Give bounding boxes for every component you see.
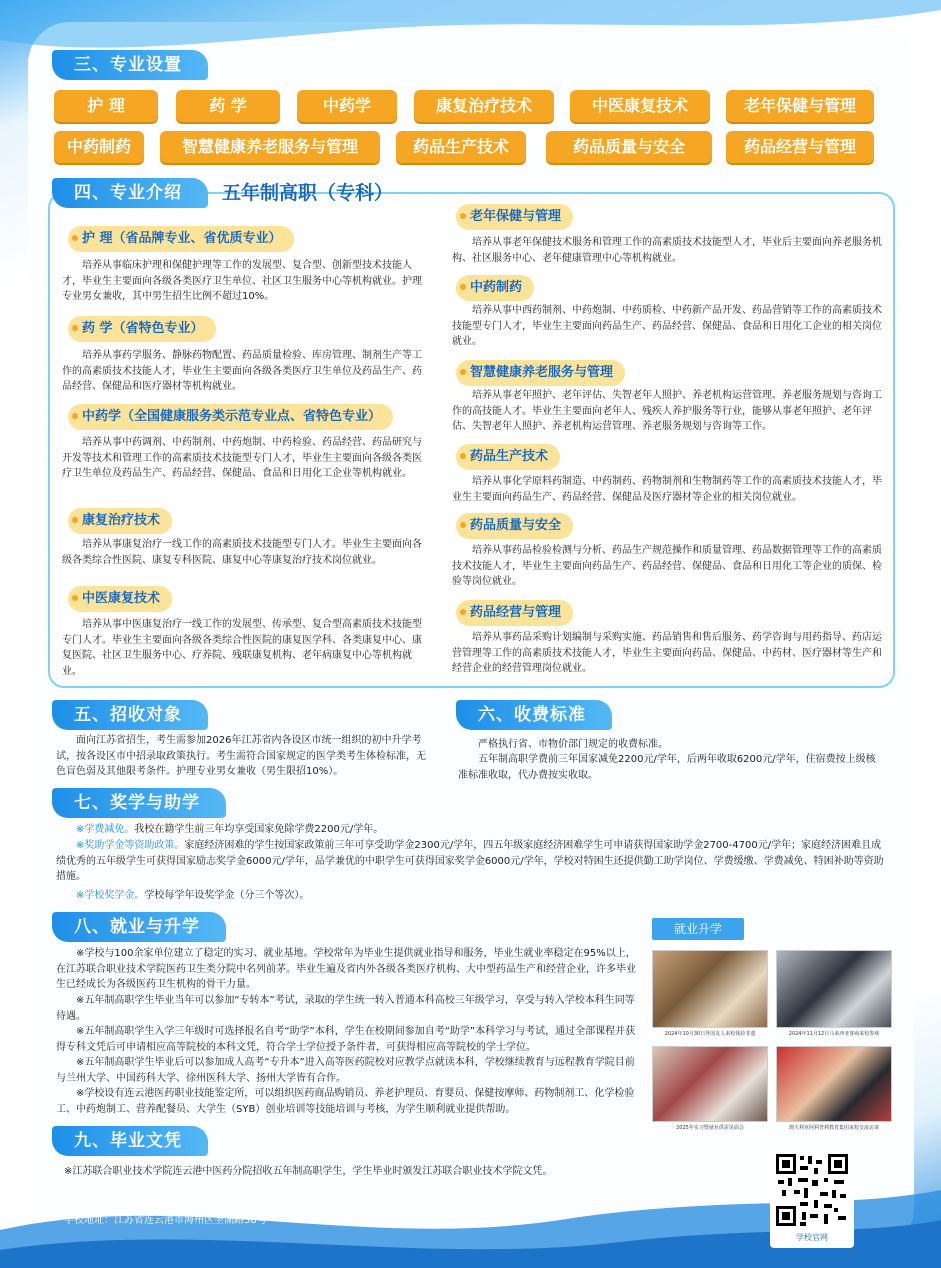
intro-item-text: 培养从事老年照护、老年评估、失智老年人照护、养老机构运营管理、养老服务规划与咨询工作的高技能人才。毕业生主要面向老年人、残疾人养护服务等行业，能够从事老年照护、老年评估、失智老年人照护、养老机构运营管理、养老服务规划与咨询等工作。: [452, 390, 882, 432]
intro-item-title: 中药制药: [456, 275, 534, 301]
employment-text: ※学校设有连云港医药职业技能鉴定所，可以组织医药商品购销员、养老护理员、育婴员、保健按摩师、药物制剂工、化学检验工、中药炮制工、营养配餐员、大学生（SYB）创业培训等技能培训与考核，为学生顺利就业提供帮助。: [56, 1088, 635, 1115]
contact-block: [64, 1183, 316, 1228]
diploma-text: ※江苏联合职业技术学院连云港中医药分院招收五年制高职学生，学生毕业时颁发江苏联合职业技术学院文凭。: [64, 1166, 553, 1177]
scholarship-text: 我校在籍学生前三年均享受国家免除学费2200元/学年。: [134, 824, 384, 835]
qr-code-icon: [774, 1152, 850, 1228]
intro-item-title: 药品经营与管理: [456, 600, 573, 626]
person-value: 苏老师、程老师、郭老师: [110, 1200, 221, 1211]
intro-item-title: 中医康复技术: [68, 586, 172, 612]
section-title-majors: 三、专业设置: [52, 50, 208, 80]
web-link[interactable]: HTTP://WWW.ZYXXLYG.COM/: [561, 1185, 704, 1196]
fees-text-1: 严格执行省、市物价部门规定的收费标准。: [478, 739, 668, 750]
scholarship-key: ※学费减免。: [76, 824, 135, 835]
section-title-fees: 六、收费标准: [456, 700, 612, 730]
intro-item-text: 培养从事药学服务、静脉药物配置、药品质量检验、库房管理、制剂生产等工作的高素质技术技能人才，毕业生主要面向各级各类医疗卫生单位及药品生产、药品经营、保健品和医疗器材等机构就业。: [62, 350, 422, 392]
employment-text: ※五年制高职学生入学三年级时可选择报名自考“助学”本科，学生在校期间参加自考“助学”本科学习与考试，通过全部课程并获得专科文凭后可申请相应高等院校的本科文凭，符合学士学位授予条件者，可获得相应高等院校的学士学位。: [56, 1026, 636, 1053]
intro-item-text: 培养从事药品采购计划编制与采购实施、药品销售和售后服务、药学咨询与用药指导、药店运营管理等工作的高素质技术技能人才，毕业生主要面向药品、保健品、中药材、医疗器材等生产和经营企业的经营管理岗位就业。: [452, 632, 882, 674]
intro-item-text: 培养从事老年保健技术服务和管理工作的高素质技术技能型人才，毕业后主要面向养老服务机构、社区服务中心、老年健康管理中心等机构就业。: [452, 237, 882, 264]
employment-photo: [652, 950, 768, 1028]
scholarship-text: 家庭经济困难的学生按国家政策前三年可享受助学金2300元/学年，四五年级家庭经济困难学生可申请获得国家助学金2700-4700元/学年；家庭经济困难且成绩优秀的五年级学生可获得国家励志奖学金6000元/学年，品学兼优的中职学生可获得国家奖学金6000元/学年，学校对特困生还提供勤工助学岗位、学费缓缴、学费减免、特困补助等资助措施。: [56, 840, 884, 882]
photo-caption: 2024年10月30日外国友人来校体验非遗: [664, 1031, 756, 1037]
major-tag: 药品生产技术: [396, 131, 526, 163]
intro-item-text: 培养从事化学原料药制造、中药制药、药物制剂和生物制药等工作的高素质技术技能人才，毕业生主要面向药品生产、药品经营、保健品及医疗器材等企业的相关岗位就业。: [452, 476, 882, 503]
intro-subtitle: 五年制高职（专科）: [222, 182, 394, 204]
intro-item-text: 培养从事药品检验检测与分析、药品生产规范操作和质量管理、药品数据管理等工作的高素质技术技能人才，毕业生主要面向药品生产、药品经营、保健品、食品和日用化工等企业的质保、检验等岗位就业。: [452, 545, 882, 587]
person-label: 联 系 人：: [64, 1200, 111, 1211]
intro-item-title: 药 学（省特色专业）: [68, 316, 216, 342]
major-tag: 中药学: [297, 90, 397, 122]
web-label: 网 址：: [528, 1185, 562, 1196]
intro-item-text: 培养从事临床护理和保健护理等工作的发展型、复合型、创新型技术技能人才，毕业生主要面向各级各类医疗卫生单位、社区卫生服务中心等机构就业。护理专业男女兼收，其中男生招生比例不超过10%。: [62, 260, 422, 302]
employment-photo: [776, 950, 892, 1028]
qr-code-frame: [770, 1148, 854, 1248]
fees-text-2: 五年制高职学费前三年国家减免2200元/学年，后两年收取6200元/学年，住宿费按上级核准标准收取，代办费按实收取。: [458, 754, 876, 781]
address-label: 学校地址：: [64, 1215, 114, 1226]
address-value: 江苏省连云港市海州区圣湖路38号: [114, 1215, 267, 1226]
scholarship-key: ※奖助学金等资助政策。: [76, 840, 185, 851]
intro-item-text: 培养从事中医康复治疗一线工作的发展型、传承型、复合型高素质技术技能型专门人才。毕业生主要面向各级各类综合性医院的康复医学科、各类康复中心、康复医院、社区卫生服务中心、疗养院、残联康复机构、老年病康复中心等机构就业。: [62, 619, 422, 677]
section-title-employment: 八、就业与升学: [52, 912, 226, 942]
scholarship-key: ※学校奖学金。: [76, 890, 145, 901]
intro-item-title: 护 理（省品牌专业、省优质专业）: [68, 226, 294, 252]
major-tag: 智慧健康养老服务与管理: [160, 131, 380, 163]
major-tag: 中医康复技术: [570, 90, 710, 122]
major-tag: 药 学: [176, 90, 280, 122]
major-tag: 药品质量与安全: [546, 131, 712, 163]
employment-text: ※五年制高职学生毕业后可以参加成人高考“专升本”进入高等医药院校对应教学点就读本科，学校继续教育与远程教育学院目前与兰州大学、中国药科大学、徐州医科大学、扬州大学皆有合作。: [56, 1057, 635, 1084]
zip-value: 222007: [578, 1200, 617, 1211]
major-tag: 中药制药: [54, 131, 144, 163]
intro-item-title: 药品生产技术: [456, 444, 560, 470]
scholarship-item: [56, 888, 886, 904]
photo-caption: 2025年实习暨就业供需见面会: [676, 1125, 744, 1131]
section-title-enrollment: 五、招收对象: [52, 700, 208, 730]
intro-item-title: 中药学（全国健康服务类示范专业点、省特色专业）: [68, 404, 393, 430]
employment-text: ※学校与100余家单位建立了稳定的实习、就业基地。学校常年为毕业生提供就业指导和服务，毕业生就业率稳定在95%以上，在江苏联合职业技术学院医药卫生类分院中名列前茅。毕业生遍及省内外各级各类医疗机构、大中型药品生产和经营企业，许多毕业生已经成长为各级医药卫生机构的骨干力量。: [56, 948, 636, 990]
photo-caption: 2024年11月12日马来西亚客商来校参观: [788, 1031, 880, 1037]
intro-item-title: 康复治疗技术: [68, 508, 172, 534]
intro-item-text: 培养从事中药调剂、中药制剂、中药炮制、中药检验、药品经营、药品研究与开发等技术和管理工作的高素质技术技能型专门人才，毕业生主要面向各级各类医疗卫生单位及药品生产、药品经营、保健品、食品和日用化工企业等机构就业。: [62, 437, 422, 479]
enrollment-text: 面向江苏省招生，考生需参加2026年江苏省内各设区市统一组织的初中升学考试，按各设区市中招录取政策执行。考生需符合国家规定的医学类考生体检标准，无色盲色弱及其他限考条件。护理专业男女兼收（男生限招10%）。: [56, 735, 426, 777]
phone-value: 0518-80775678、80775618、80775688: [114, 1185, 316, 1196]
employment-photos-title: 就业升学: [652, 918, 744, 940]
major-tag: 药品经营与管理: [726, 131, 874, 163]
zip-label: 邮政编码：: [528, 1200, 578, 1211]
section-title-scholarship: 七、奖学与助学: [52, 788, 226, 818]
employment-text: ※五年制高职学生毕业当年可以参加“专转本”考试，录取的学生统一转入普通本科高校三年级学习，享受与转入学校本科生同等待遇。: [56, 995, 635, 1022]
contact-web-block: [528, 1183, 703, 1213]
scholarship-text: 学校每学年设奖学金（分三个等次）。: [144, 890, 310, 901]
employment-photo: [776, 1046, 892, 1122]
intro-item-title: 药品质量与安全: [456, 513, 573, 539]
employment-photo: [652, 1046, 768, 1122]
qr-caption: 学校官网: [796, 1233, 828, 1242]
section-title-intro: 四、专业介绍: [52, 178, 208, 208]
scholarship-item: [56, 822, 886, 838]
major-tag: 护 理: [54, 90, 158, 122]
intro-item-text: 培养从事中西药制剂、中药炮制、中药质检、中药新产品开发、药品营销等工作的高素质技术技能型专门人才，毕业生主要面向药品生产、药品经营、保健品、食品和日用化工企业的相关岗位就业。: [452, 305, 882, 347]
intro-item-text: 培养从事康复治疗一线工作的高素质技术技能型专门人才。毕业生主要面向各级各类综合性医院、康复专科医院、康复中心等康复治疗技术岗位就业。: [62, 539, 422, 566]
major-tag: 康复治疗技术: [414, 90, 554, 122]
scholarship-item: [56, 838, 886, 885]
major-tag: 老年保健与管理: [726, 90, 874, 122]
intro-item-title: 老年保健与管理: [456, 204, 573, 230]
photo-caption: 澳大利亚阿利普利教育集团来校交流访谈: [788, 1125, 879, 1131]
section-title-diploma: 九、毕业文凭: [52, 1126, 208, 1156]
intro-item-title: 智慧健康养老服务与管理: [456, 360, 625, 386]
phone-label: 咨询电话：: [64, 1185, 114, 1196]
